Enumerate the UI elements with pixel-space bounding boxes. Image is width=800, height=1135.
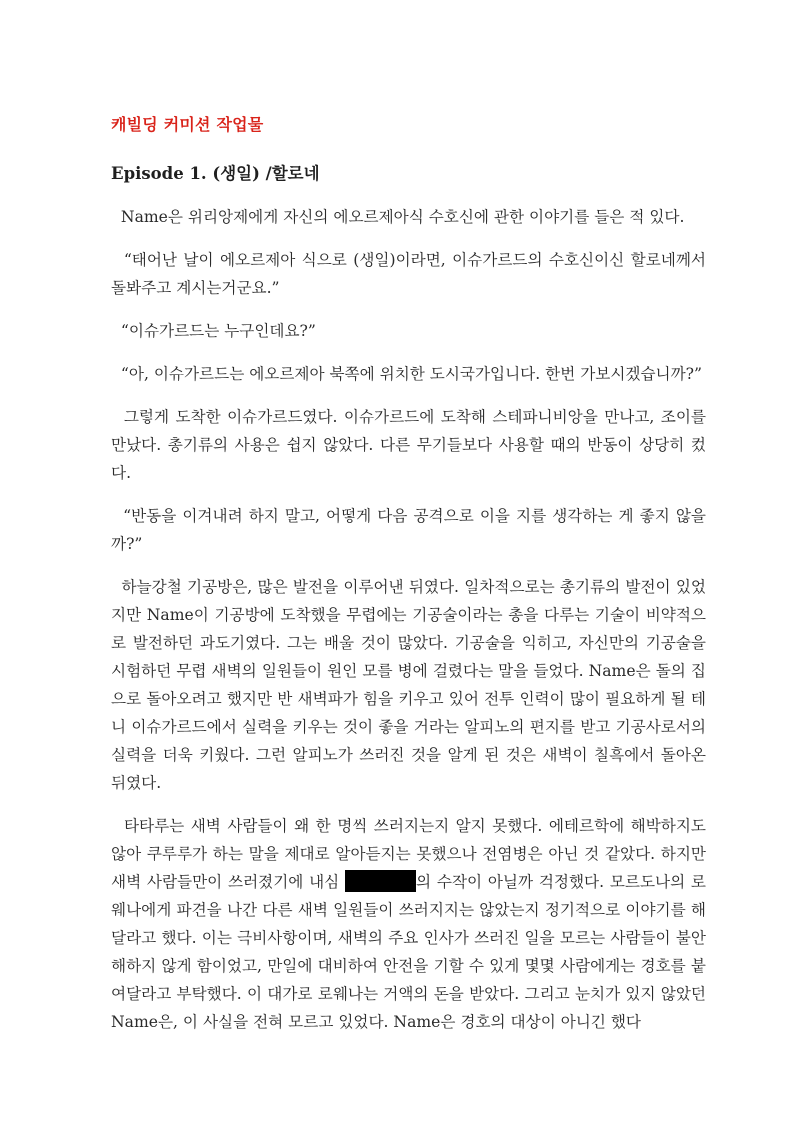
paragraph-1-text: Name은 위리앙제에게 자신의 에오르제아식 수호신에 관한 이야기를 들은 적 있다. — [120, 208, 685, 226]
paragraph-8-text-before: 타타루는 새벽 사람들이 왜 한 명씩 쓰러지는지 알지 못했다. 에테르학에 해박하지도 않아 쿠루루가 하는 말을 제대로 알아듣지는 못했으나 전염병은 아닌 것 같았다. 하지만 새벽 사람들만이 쓰러졌기에 내심 — [111, 817, 706, 891]
paragraph-6-text: “반동을 이겨내려 하지 말고, 어떻게 다음 공격으로 이을 지를 생각하는 게 좋지 않을까?” — [111, 507, 706, 553]
paragraph-3-text: “이슈가르드는 누구인데요?” — [120, 322, 316, 340]
paragraph-5 — [111, 403, 706, 487]
paragraph-1 — [111, 203, 706, 231]
episode-title: Episode 1. (생일) /할로네 — [111, 164, 320, 183]
paragraph-5-text: 그렇게 도착한 이슈가르드였다. 이슈가르드에 도착해 스테파니비앙을 만나고, 조이를 만났다. 총기류의 사용은 쉽지 않았다. 다른 무기들보다 사용할 때의 반동이 상당히 컸다. — [111, 408, 706, 482]
paragraph-2-text: “태어난 날이 에오르제아 식으로 (생일)이라면, 이슈가르드의 수호신이신 할로네께서 돌봐주고 계시는거군요.” — [111, 251, 706, 297]
paragraph-7-text: 하늘강철 기공방은, 많은 발전을 이루어낸 뒤였다. 일차적으로는 총기류의 발전이 있었지만 Name이 기공방에 도착했을 무렵에는 기공술이라는 총을 다루는 기술이 비약적으로 발전하던 과도기였다. 그는 배울 것이 많았다. 기공술을 익히고, 자신만의 기공술을 시험하던 무렵 새벽의 일원들이 원인 모를 병에 걸렸다는 말을 들었다. Name은 돌의 집으로 돌아오려고 했지만 반 새벽파가 힘을 키우고 있어 전투 인력이 많이 필요하게 될 테니 이슈가르드에서 실력을 키우는 것이 좋을 거라는 알피노의 편지를 받고 기공사로서의 실력을 더욱 키웠다. 그런 알피노가 쓰러진 것을 알게 된 것은 새벽이 칠흑에서 돌아온 뒤였다. — [111, 578, 706, 792]
paragraph-3 — [111, 317, 706, 345]
redaction-block — [345, 870, 416, 892]
document-body — [111, 203, 706, 1036]
paragraph-8-text-after: 의 수작이 아닐까 걱정했다. 모르도나의 로웨나에게 파견을 나간 다른 새벽 일원들이 쓰러지지는 않았는지 정기적으로 이야기를 해달라고 했다. 이는 극비사항이며, 새벽의 주요 인사가 쓰러진 일을 모르는 사람들이 불안해하지 않게 함이었고, 만일에 대비하여 안전을 기할 수 있게 몇몇 사람에게는 경호를 붙여달라고 부탁했다. 이 대가로 로웨나는 거액의 돈을 받았다. 그리고 눈치가 있지 않았던 Name은, 이 사실을 전혀 모르고 있었다. Name은 경호의 대상이 아니긴 했다 — [111, 873, 706, 1031]
paragraph-4 — [111, 360, 706, 388]
document-header-title: 캐빌딩 커미션 작업물 — [111, 115, 264, 134]
paragraph-7 — [111, 573, 706, 797]
paragraph-2 — [111, 246, 706, 302]
paragraph-4-text: “아, 이슈가르드는 에오르제아 북쪽에 위치한 도시국가입니다. 한번 가보시겠습니까?” — [120, 365, 702, 383]
paragraph-6 — [111, 502, 706, 558]
paragraph-8 — [111, 812, 706, 1036]
